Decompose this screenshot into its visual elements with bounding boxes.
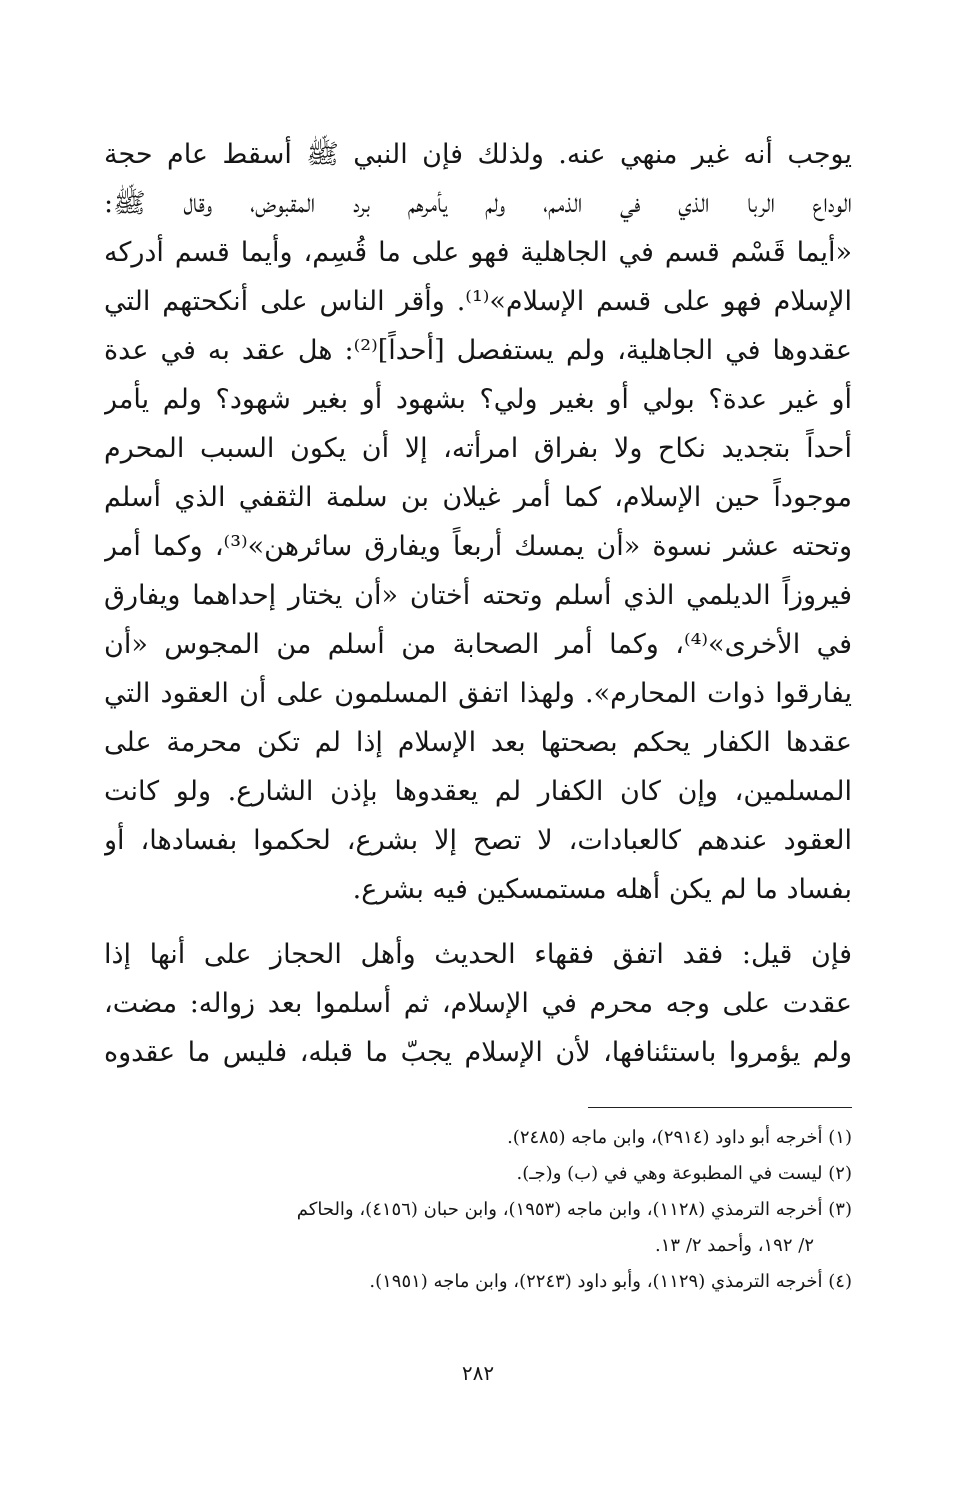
text-line: «أيما قَسْم قسم في الجاهلية فهو على ما قُسِم، وأيما قسم أدركه — [104, 237, 852, 268]
text-line: موجوداً حين الإسلام، كما أمر غيلان بن سلمة الثقفي الذي أسلم — [104, 482, 852, 513]
second-paragraph — [104, 930, 852, 1077]
text-line: فيروزاً الديلمي الذي أسلم وتحته أختان «أن يختار إحداهما ويفارق — [104, 580, 852, 611]
text-line: فإن قيل: فقد اتفق فقهاء الحديث وأهل الحجاز على أنها إذا — [104, 939, 852, 970]
text-line: عقدت على وجه محرم في الإسلام، ثم أسلموا بعد زواله: مضت، — [104, 988, 852, 1019]
text-line: أحداً بتجديد نكاح ولا بفراق امرأته، إلا أن يكون السبب المحرم — [104, 433, 852, 464]
text-line: الإسلام فهو على قسم الإسلام»⁽¹⁾. وأقر الناس على أنكحتهم التي — [104, 286, 852, 317]
text-line: يفارقوا ذوات المحارم». ولهذا اتفق المسلمون على أن العقود التي — [104, 678, 852, 709]
text-line: يوجب أنه غير منهي عنه. ولذلك فإن النبي ﷺ أسقط عام حجة — [104, 139, 852, 170]
text-line: في الأخرى»⁽⁴⁾، وكما أمر الصحابة من أسلم من المجوس «أن — [104, 629, 852, 660]
text-line: بفساد ما لم يكن أهله مستمسكين فيه بشرع. — [352, 874, 852, 905]
page-number: ٢٨٢ — [461, 1361, 495, 1385]
footnote-separator — [588, 1107, 852, 1108]
footnote-4: (٤) أخرجه الترمذي (١١٢٩)، وأبو داود (٢٢٤٣)، وابن ماجه (١٩٥١). — [369, 1271, 852, 1292]
text-line: العقود عندهم كالعبادات، لا تصح إلا بشرع، لحكموا بفسادها، أو — [104, 825, 852, 856]
text-line: ولم يؤمروا باستئنافها، لأن الإسلام يجبّ ما قبله، فليس ما عقدوه — [104, 1037, 852, 1068]
text-line: عقدها الكفار يحكم بصحتها بعد الإسلام إذا لم تكن محرمة على — [104, 727, 852, 758]
main-paragraph — [104, 130, 852, 914]
text-line: المسلمين، وإن كان الكفار لم يعقدوها بإذن الشارع. ولو كانت — [104, 776, 852, 807]
footnote-2: (٢) ليست في المطبوعة وهي في (ب) و(جـ). — [516, 1163, 852, 1184]
footnotes — [104, 1120, 852, 1300]
text-line: وتحته عشر نسوة «أن يمسك أربعاً ويفارق سائرهن»⁽³⁾، وكما أمر — [104, 531, 852, 562]
footnote-1: (١) أخرجه أبو داود (٢٩١٤)، وابن ماجه (٢٤٨٥). — [507, 1127, 852, 1148]
footnote-3-continuation: ٢/ ١٩٢، وأحمد ٢/ ١٣. — [655, 1235, 814, 1256]
text-line: عقدوها في الجاهلية، ولم يستفصل [أحداً]⁽²⁾: هل عقد به في عدة — [104, 335, 852, 366]
text-line: الوداع الربا الذي في الذمم، ولم يأمرهم برد المقبوض، وقال ﷺ: — [104, 188, 852, 219]
text-line: أو غير عدة؟ بولي أو بغير ولي؟ بشهود أو بغير شهود؟ ولم يأمر — [104, 384, 852, 415]
footnote-3: (٣) أخرجه الترمذي (١١٢٨)، وابن ماجه (١٩٥٣)، وابن حبان (٤١٥٦)، والحاكم — [296, 1199, 852, 1220]
